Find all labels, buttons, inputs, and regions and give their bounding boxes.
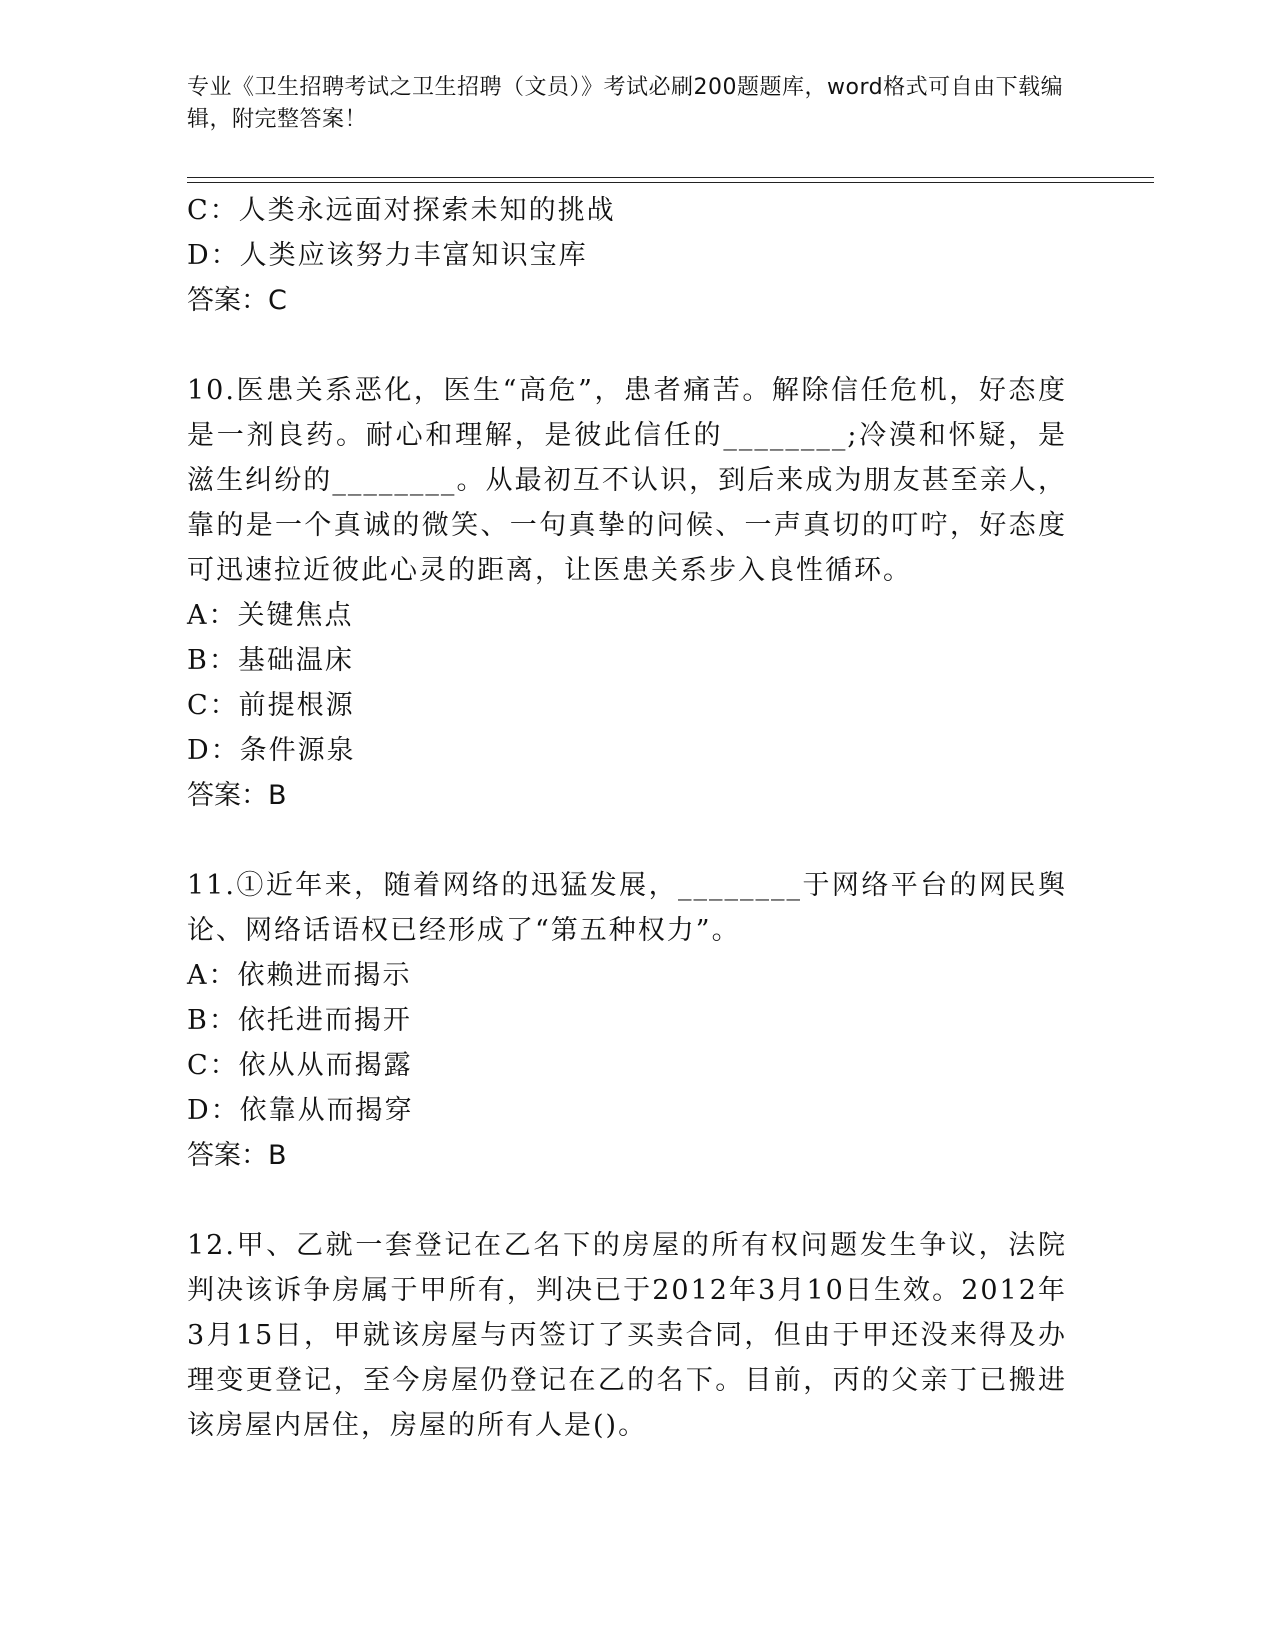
option-b: B：基础温床 <box>187 645 354 676</box>
header-divider <box>187 177 1154 178</box>
question-stem: 10.医患关系恶化，医生“高危”，患者痛苦。解除信任危机，好态度是一剂良药。耐心和理解，是彼此信任的________;冷漠和怀疑，是滋生纠纷的________。从最初互不认识，到后来成为朋友甚至亲人，靠的是一个真诚的微笑、一句真挚的问候、一声真切的叮咛，好态度可迅速拉近彼此心灵的距离，让医患关系步入良性循环。 <box>187 375 1067 586</box>
option-c: C：人类永远面对探索未知的挑战 <box>187 195 616 226</box>
answer-line: 答案：B <box>187 1140 287 1171</box>
answer-line: 答案：C <box>187 285 287 316</box>
header-divider-second <box>187 182 1154 183</box>
question-12 <box>187 1223 1067 1448</box>
option-d: D：人类应该努力丰富知识宝库 <box>187 240 588 271</box>
spacer <box>187 1178 1067 1223</box>
option-a: A：关键焦点 <box>187 600 354 631</box>
spacer <box>187 818 1067 863</box>
document-content <box>187 188 1067 1448</box>
option-c: C：前提根源 <box>187 690 355 721</box>
answer-line: 答案：B <box>187 780 287 811</box>
question-11 <box>187 863 1067 1178</box>
option-d: D：依靠从而揭穿 <box>187 1095 414 1126</box>
question-10 <box>187 368 1067 818</box>
option-c: C：依从从而揭露 <box>187 1050 413 1081</box>
option-a: A：依赖进而揭示 <box>187 960 412 991</box>
option-b: B：依托进而揭开 <box>187 1005 412 1036</box>
option-d: D：条件源泉 <box>187 735 356 766</box>
question-stem: 12.甲、乙就一套登记在乙名下的房屋的所有权问题发生争议，法院判决该诉争房属于甲所有，判决已于2012年3月10日生效。2012年3月15日，甲就该房屋与丙签订了买卖合同，但由于甲还没来得及办理变更登记，至今房屋仍登记在乙的名下。目前，丙的父亲丁已搬进该房屋内居住，房屋的所有人是()。 <box>187 1230 1067 1441</box>
spacer <box>187 323 1067 368</box>
question-9-continued <box>187 188 1067 323</box>
document-header: 专业《卫生招聘考试之卫生招聘（文员）》考试必刷200题题库，word格式可自由下载编辑，附完整答案！ <box>187 75 1064 132</box>
question-stem: 11.①近年来，随着网络的迅猛发展，________于网络平台的网民舆论、网络话语权已经形成了“第五种权力”。 <box>187 870 1067 946</box>
